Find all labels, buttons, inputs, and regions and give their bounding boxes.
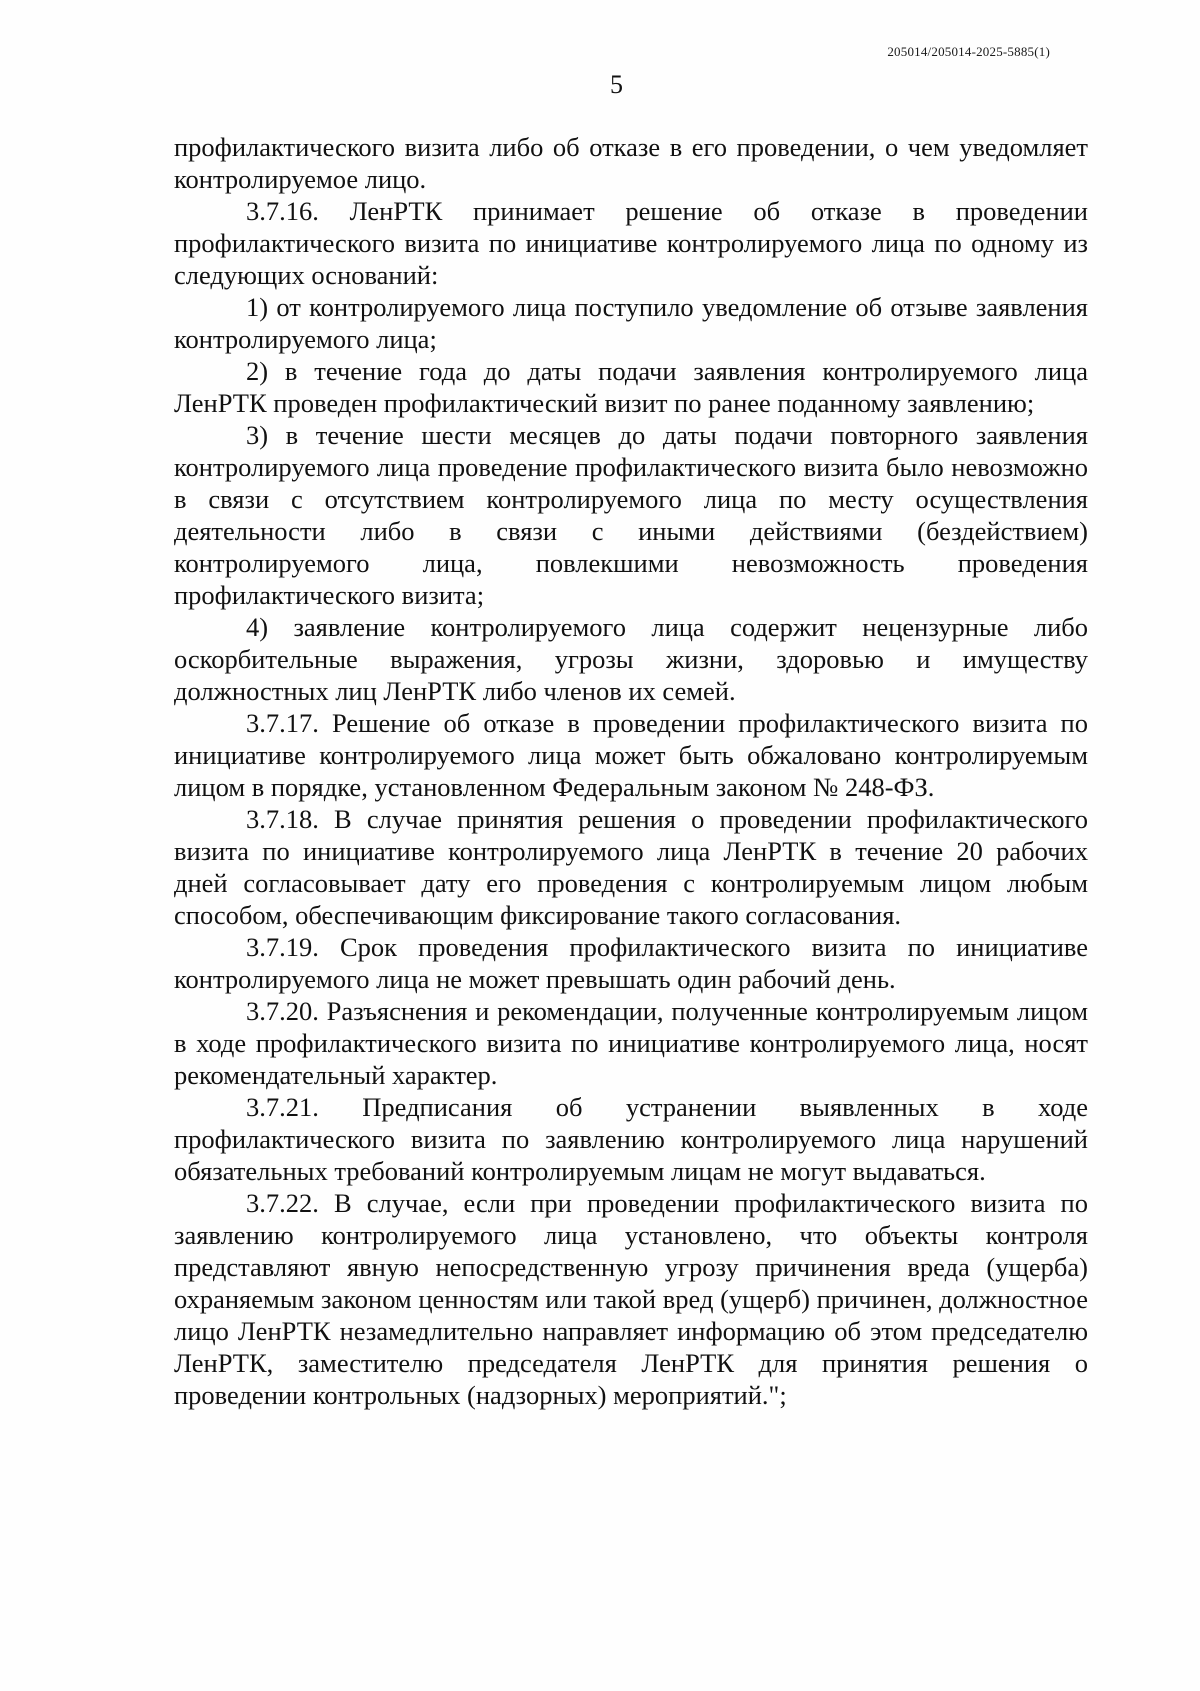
list-item-3: 3) в течение шести месяцев до даты подачи повторного заявления контролируемого лица проведение профилактического визита было невозможно в связи с отсутствием контролируемого лица по месту осуществления деятельности либо в связи с иными действиями (бездействием) контролируемого лица, повлекшими невозможность проведения профилактического визита; (174, 420, 1088, 610)
document-body (174, 131, 1088, 1411)
paragraph-3-7-19: 3.7.19. Срок проведения профилактического визита по инициативе контролируемого лица не может превышать один рабочий день. (174, 932, 1088, 994)
paragraph-3-7-21: 3.7.21. Предписания об устранении выявленных в ходе профилактического визита по заявлению контролируемого лица нарушений обязательных требований контролируемым лицам не могут выдаваться. (174, 1092, 1088, 1186)
paragraph-continuation: профилактического визита либо об отказе в его проведении, о чем уведомляет контролируемое лицо. (174, 132, 1088, 194)
paragraph-3-7-17: 3.7.17. Решение об отказе в проведении профилактического визита по инициативе контролируемого лица может быть обжаловано контролируемым лицом в порядке, установленном Федеральным законом № 248-ФЗ. (174, 708, 1088, 802)
list-item-1: 1) от контролируемого лица поступило уведомление об отзыве заявления контролируемого лица; (174, 292, 1088, 354)
list-item-2: 2) в течение года до даты подачи заявления контролируемого лица ЛенРТК проведен профилактический визит по ранее поданному заявлению; (174, 356, 1088, 418)
document-id: 205014/205014-2025-5885(1) (887, 44, 1050, 59)
paragraph-3-7-20: 3.7.20. Разъяснения и рекомендации, полученные контролируемым лицом в ходе профилактического визита по инициативе контролируемого лица, носят рекомендательный характер. (174, 996, 1088, 1090)
list-item-4: 4) заявление контролируемого лица содержит нецензурные либо оскорбительные выражения, угрозы жизни, здоровью и имуществу должностных лиц ЛенРТК либо членов их семей. (174, 612, 1088, 706)
page-number: 5 (610, 70, 623, 99)
paragraph-3-7-16: 3.7.16. ЛенРТК принимает решение об отказе в проведении профилактического визита по инициативе контролируемого лица по одному из следующих оснований: (174, 196, 1088, 290)
paragraph-3-7-22: 3.7.22. В случае, если при проведении профилактического визита по заявлению контролируемого лица установлено, что объекты контроля представляют явную непосредственную угрозу причинения вреда (ущерба) охраняемым законом ценностям или такой вред (ущерб) причинен, должностное лицо ЛенРТК незамедлительно направляет информацию об этом председателю ЛенРТК, заместителю председателя ЛенРТК для принятия решения о проведении контрольных (надзорных) мероприятий."; (174, 1188, 1088, 1410)
paragraph-3-7-18: 3.7.18. В случае принятия решения о проведении профилактического визита по инициативе контролируемого лица ЛенРТК в течение 20 рабочих дней согласовывает дату его проведения с контролируемым лицом любым способом, обеспечивающим фиксирование такого согласования. (174, 804, 1088, 930)
